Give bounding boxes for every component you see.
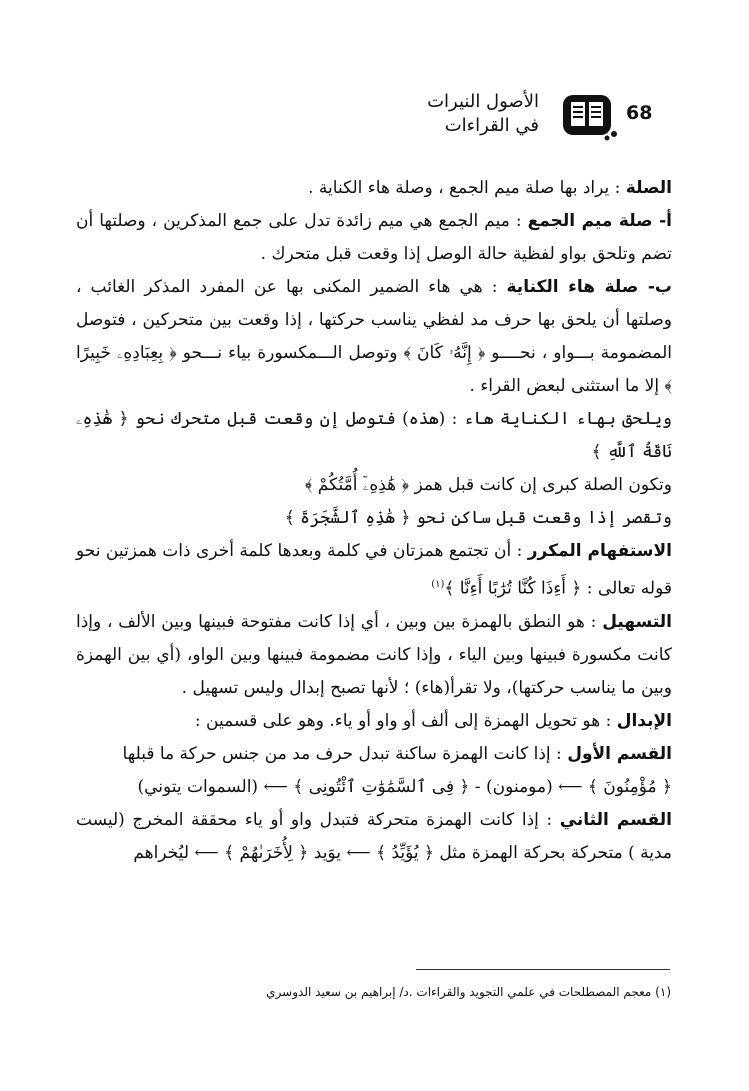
page-header bbox=[0, 88, 749, 148]
paragraph-text: ﴿ مُؤْمِنُونَ ﴾ ⟵ (مومنون) - ﴿ فِى ٱلسَّمَٰوَٰتِ ٱئْتُونِى ﴾ ⟵ (السموات يتوني) bbox=[137, 776, 672, 797]
paragraph-text: : هو تحويل الهمزة إلى ألف أو واو أو ياء. وهو على قسمين : bbox=[194, 710, 612, 731]
term-label: القسم الثاني bbox=[559, 809, 672, 830]
footnote-marker[interactable]: (١) bbox=[431, 579, 445, 590]
paragraph bbox=[76, 403, 672, 469]
term-label: الإبدال bbox=[616, 710, 672, 731]
term-label: القسم الأول bbox=[567, 743, 672, 764]
footnote-divider bbox=[416, 969, 670, 970]
paragraph-text: : أن تجتمع همزتان في كلمة وبعدها كلمة أخرى ذات همزتين نحو قوله تعالى : ﴿ أَءِذَا كُنَّا تُرَٰبًا أَءِنَّا ﴾ bbox=[76, 541, 672, 599]
paragraph bbox=[76, 502, 672, 535]
book-title-line1: الأصول النيرات bbox=[427, 91, 539, 112]
paragraph-text: : ميم الجمع هي ميم زائدة تدل على جمع المذكرين ، وصلتها أن تضم وتلحق بواو لفظية حالة الوصل إذا وقعت قبل متحرك . bbox=[76, 211, 672, 264]
paragraph-text: وتقصر إذا وقعت قبل ساكن نحو ﴿ هَٰذِهِ ٱلشَّجَرَةَ ﴾ bbox=[284, 508, 672, 528]
paragraph-text: : هو النطق بالهمزة بين وبين ، أي إذا كانت مفتوحة فبينها وبين الألف ، وإذا كانت مكسورة فبينها وبين الياء ، وإذا كانت مضمومة فبينها وبين الواو، (أي بين الهمزة وبين ما يناسب حركتها)، ولا تقرأ(هاء) ؛ لأنها تصبح إبدال وليس تسهيل . bbox=[76, 611, 672, 698]
open-book-icon bbox=[560, 92, 618, 142]
paragraph bbox=[76, 535, 672, 606]
book-title-line2: في القراءات bbox=[444, 115, 539, 136]
paragraph bbox=[76, 271, 672, 403]
book-title bbox=[427, 90, 539, 138]
paragraph bbox=[76, 205, 672, 271]
paragraph-text: : هي هاء الضمير المكنى بها عن المفرد المذكر الغائب ، وصلتها أن يلحق بها حرف مد لفظي يناسب حركتها ، إذا وقعت بين متحركين ، فتوصل المضمومة بـــواو ، نحــــو ﴿ إِنَّهُۥ كَانَ ﴾ وتوصل الـــمكسورة بياء نـــحو ﴿ بِعِبَادِهِۦ خَبِيرًا ﴾ إلا ما استثنى لبعض القراء . bbox=[76, 277, 672, 396]
paragraph bbox=[76, 804, 672, 870]
paragraph bbox=[76, 172, 672, 205]
term-label: أ- صلة ميم الجمع bbox=[527, 211, 672, 231]
term-label: الاستفهام المكرر bbox=[527, 541, 672, 561]
paragraph-text: ويلحق بهاء الكناية هاء : (هذه) فتوصل إن وقعت قبل متحرك نحو ﴿ هَٰذِهِۦ نَاقَةُ ٱللَّهِ ﴾ bbox=[76, 409, 672, 462]
paragraph-text: : إذا كانت الهمزة ساكنة تبدل حرف مد من جنس حركة ما قبلها bbox=[122, 743, 562, 764]
paragraph bbox=[76, 771, 672, 804]
paragraph-text: : إذا كانت الهمزة متحركة فتبدل واو أو ياء محققة المخرج (ليست مدية ) متحركة بحركة الهمزة مثل ﴿ يُؤَيِّدُ ﴾ ⟵ يوَيد ﴿ لِأُخَرَىٰهُمْ ﴾ ⟵ ليُخراهم bbox=[76, 809, 672, 863]
footnote: (١) معجم المصطلحات في علمي التجويد والقراءات .د/ إبراهيم بن سعيد الدوسري bbox=[266, 985, 671, 999]
paragraph bbox=[76, 469, 672, 502]
paragraph bbox=[76, 705, 672, 738]
term-label: التسهيل bbox=[602, 611, 673, 632]
body-text bbox=[76, 172, 672, 870]
page-number: 68 bbox=[626, 102, 653, 124]
paragraph-text: وتكون الصلة كبرى إن كانت قبل همز ﴿ هَٰذِهِۦٓ أُمَّتُكُمْ ﴾ bbox=[304, 475, 672, 495]
paragraph bbox=[76, 738, 672, 771]
paragraph-text: : يراد بها صلة ميم الجمع ، وصلة هاء الكناية . bbox=[308, 178, 621, 198]
term-label: ب- صلة هاء الكناية bbox=[506, 277, 673, 297]
term-label: الصلة bbox=[625, 178, 672, 198]
paragraph bbox=[76, 606, 672, 705]
